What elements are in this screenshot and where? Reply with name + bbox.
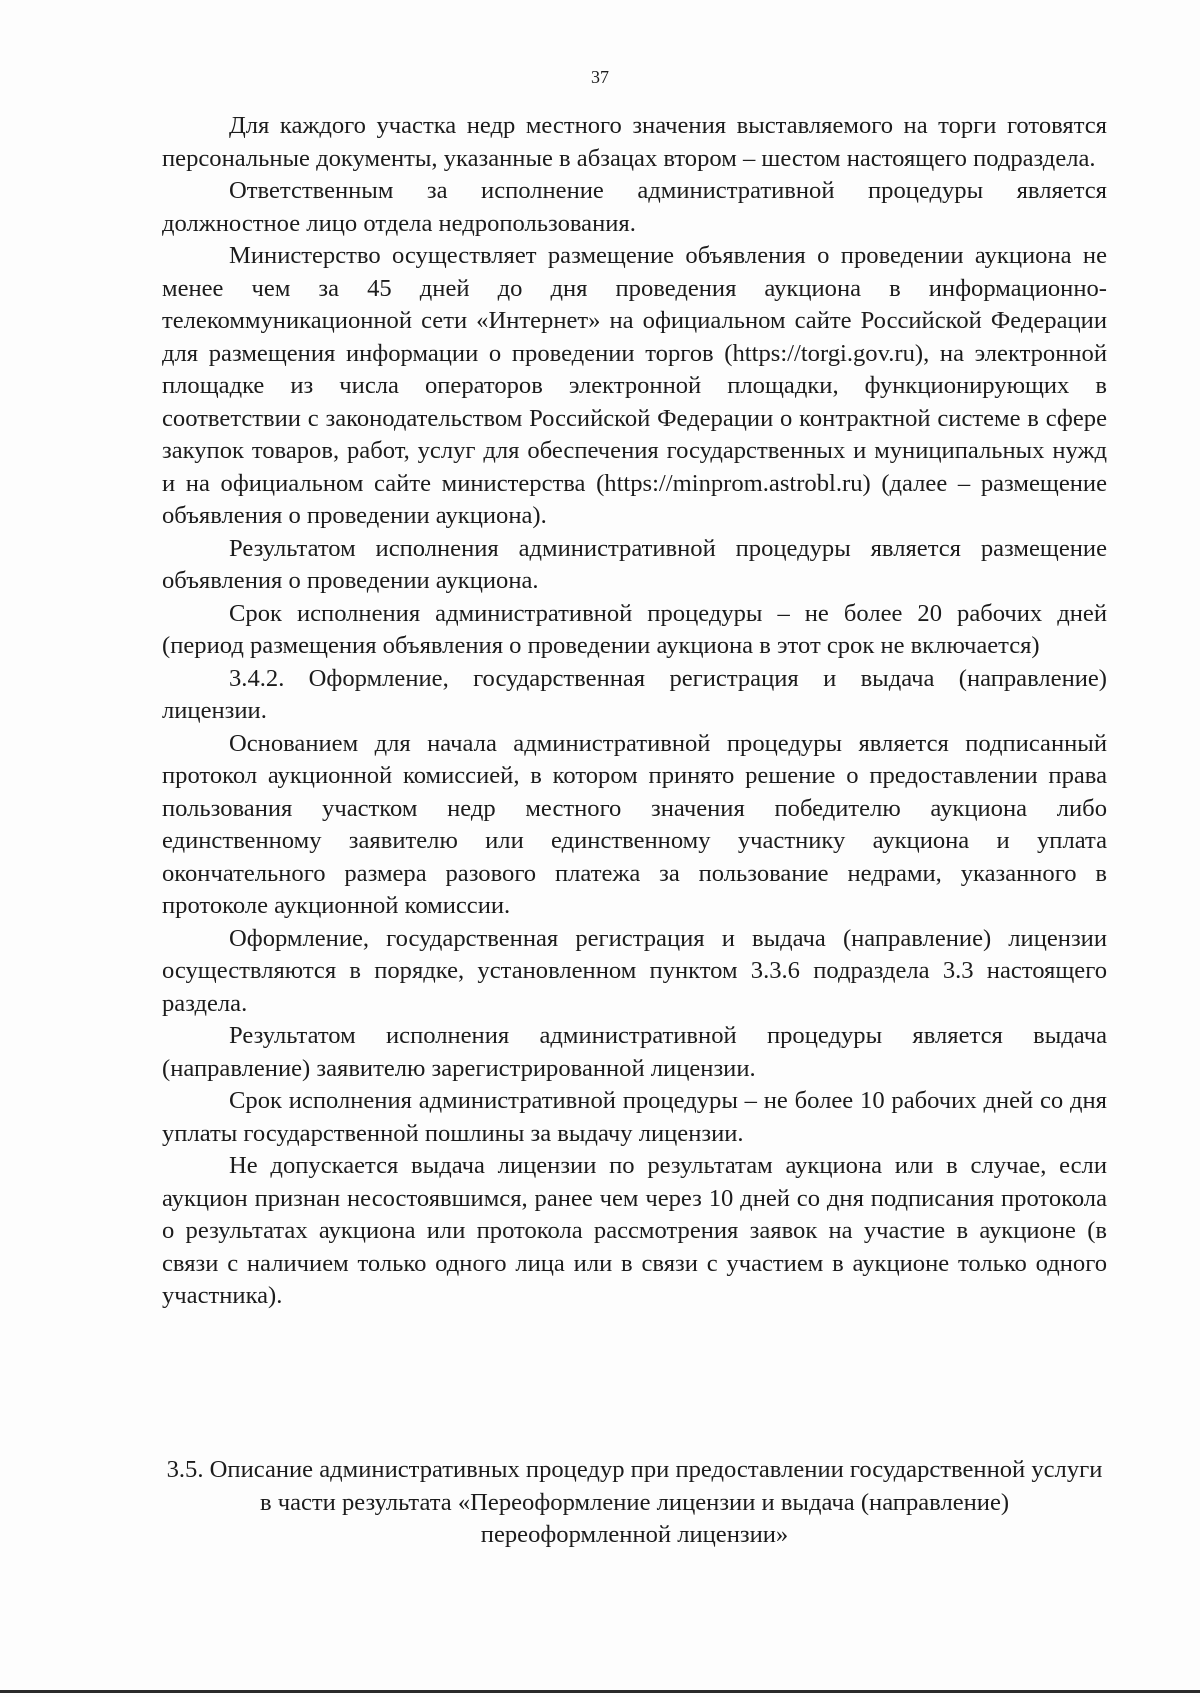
paragraph-10: Срок исполнения административной процедуры – не более 10 рабочих дней со дня уплаты государственной пошлины за выдачу лицензии. bbox=[162, 1087, 1107, 1147]
paragraph-5: Срок исполнения административной процедуры – не более 20 рабочих дней (период размещения объявления о проведении аукциона в этот срок не включается) bbox=[162, 599, 1107, 659]
paragraph-8: Оформление, государственная регистрация и выдача (направление) лицензии осуществляются в порядке, установленном пунктом 3.3.6 подраздела 3.3 настоящего раздела. bbox=[162, 924, 1107, 1017]
page-number: 37 bbox=[591, 67, 609, 87]
paragraph-1: Для каждого участка недр местного значения выставляемого на торги готовятся персональные документы, указанные в абзацах втором – шестом настоящего подраздела. bbox=[162, 112, 1107, 172]
paragraph-11: Не допускается выдача лицензии по результатам аукциона или в случае, если аукцион признан несостоявшимся, ранее чем через 10 дней со дня подписания протокола о результатах аукциона или протокола рассмотрения заявок на участие в аукционе (в связи с наличием только одного лица или в связи с участием в аукционе только одного участника). bbox=[162, 1152, 1107, 1309]
bottom-scan-edge bbox=[0, 1690, 1200, 1693]
document-body bbox=[162, 110, 1107, 1313]
section-heading-3-5: 3.5. Описание административных процедур при предоставлении государственной услуги в части результата «Переоформление лицензии и выдача (направление) переоформленной лицензии» bbox=[166, 1456, 1103, 1548]
paragraph-2: Ответственным за исполнение административной процедуры является должностное лицо отдела недропользования. bbox=[162, 177, 1107, 237]
paragraph-9: Результатом исполнения административной процедуры является выдача (направление) заявителю зарегистрированной лицензии. bbox=[162, 1022, 1107, 1082]
paragraph-4: Результатом исполнения административной процедуры является размещение объявления о проведении аукциона. bbox=[162, 534, 1107, 594]
subsection-3-4-2: 3.4.2. Оформление, государственная регистрация и выдача (направление) лицензии. bbox=[162, 664, 1107, 724]
paragraph-3: Министерство осуществляет размещение объявления о проведении аукциона не менее чем за 45 дней до дня проведения аукциона в информационно-телекоммуникационной сети «Интернет» на официальном сайте Российской Федерации для размещения информации о проведении торгов (https://torgi.gov.ru), на электронной площадке из числа операторов электронной площадки, функционирующих в соответствии с законодательством Российской Федерации о контрактной системе в сфере закупок товаров, работ, услуг для обеспечения государственных и муниципальных нужд и на официальном сайте министерства (https://minprom.astrobl.ru) (далее – размещение объявления о проведении аукциона). bbox=[162, 242, 1107, 529]
paragraph-7: Основанием для начала административной процедуры является подписанный протокол аукционной комиссией, в котором принято решение о предоставлении права пользования участком недр местного значения победителю аукциона либо единственному заявителю или единственному участнику аукциона и уплата окончательного размера разового платежа за пользование недрами, указанного в протоколе аукционной комиссии. bbox=[162, 729, 1107, 919]
